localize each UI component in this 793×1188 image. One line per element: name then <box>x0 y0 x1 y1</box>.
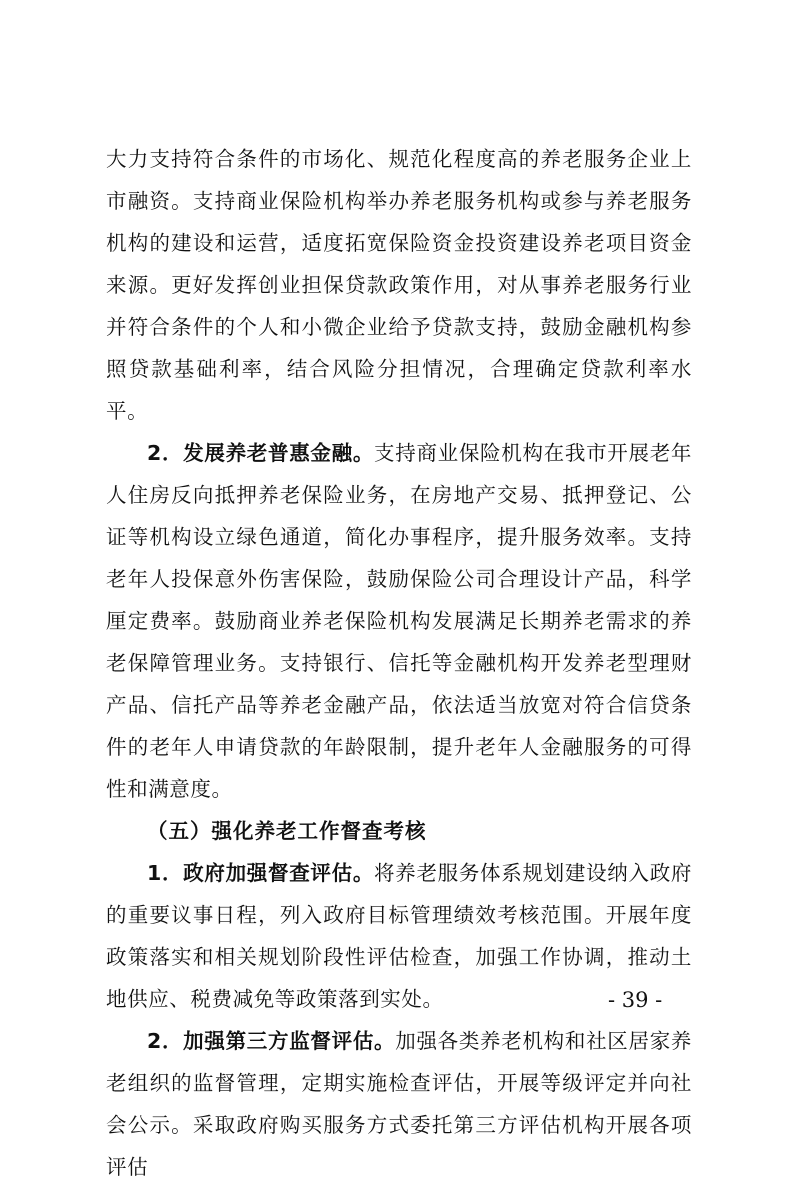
paragraph-government-supervision <box>106 852 692 1020</box>
paragraph-third-party-evaluation <box>106 1020 692 1188</box>
paragraph-lead-heading: 2．发展养老普惠金融。 <box>147 441 375 465</box>
paragraph-text: 支持商业保险机构在我市开展老年人住房反向抵押养老保险业务，在房地产交易、抵押登记、公证等机构设立绿色通道，简化办事程序，提升服务效率。支持老年人投保意外伤害保险，鼓励保险公司合理设计产品，科学厘定费率。鼓励商业养老保险机构发展满足长期养老需求的养老保障管理业务。支持银行、信托等金融机构开发养老型理财产品、信托产品等养老金融产品，依法适当放宽对符合信贷条件的老年人申请贷款的年龄限制，提升老年人金融服务的可得性和满意度。 <box>106 441 693 801</box>
paragraph-lead-heading: 2．加强第三方监督评估。 <box>147 1029 396 1053</box>
paragraph-text: 大力支持符合条件的市场化、规范化程度高的养老服务企业上市融资。支持商业保险机构举办养老服务机构或参与养老服务机构的建设和运营，适度拓宽保险资金投资建设养老项目资金来源。更好发挥创业担保贷款政策作用，对从事养老服务行业并符合条件的个人和小微企业给予贷款支持，鼓励金融机构参照贷款基础利率，结合风险分担情况，合理确定贷款利率水平。 <box>106 147 692 423</box>
page-number: - 39 - <box>608 988 663 1012</box>
paragraph-inclusive-finance <box>106 432 692 810</box>
paragraph-financing-support <box>106 138 692 432</box>
paragraph-text: 将养老服务体系规划建设纳入政府的重要议事日程，列入政府目标管理绩效考核范围。开展年度政策落实和相关规划阶段性评估检查，加强工作协调，推动土地供应、税费减免等政策落到实处。 <box>106 861 693 1011</box>
section-heading: （五）强化养老工作督查考核 <box>147 819 427 843</box>
paragraph-lead-heading: 1．政府加强督查评估。 <box>147 861 375 885</box>
paragraph-text: 加强各类养老机构和社区居家养老组织的监督管理，定期实施检查评估，开展等级评定并向社会公示。采取政府购买服务方式委托第三方评估机构开展各项评估 <box>106 1029 692 1179</box>
document-body <box>106 138 692 1188</box>
